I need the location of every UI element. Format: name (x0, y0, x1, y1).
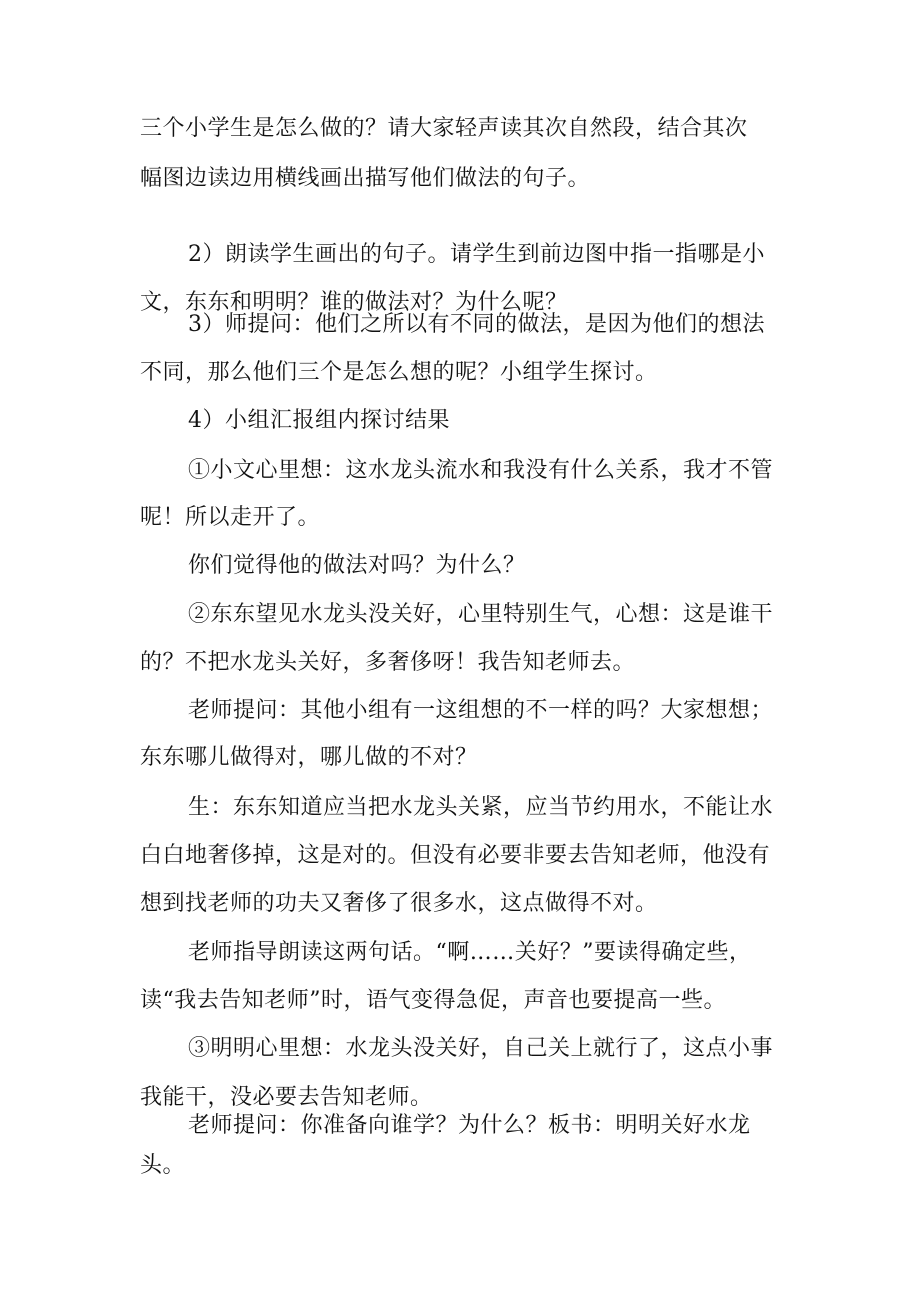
text-line: ③明明心里想：水龙头没关好，自己关上就行了，这点小事 (188, 1036, 774, 1061)
text-line: 你们觉得他的做法对吗？为什么？ (188, 553, 526, 578)
text-line: 白白地奢侈掉，这是对的。但没有必要非要去告知老师，他没有 (140, 843, 771, 868)
text-line: 我能干，没必要去告知老师。 (140, 1085, 433, 1110)
text-line: 不同，那么他们三个是怎么想的呢？小组学生探讨。 (140, 360, 658, 385)
text-line: 3）师提问：他们之所以有不同的做法，是因为他们的想法 (188, 312, 765, 337)
text-line: 文，东东和明明？谁的做法对？为什么呢？ (140, 290, 568, 315)
text-line: 的？不把水龙头关好，多奢侈呀！我告知老师去。 (140, 650, 636, 675)
text-line: 老师提问：你准备向谁学？为什么？板书：明明关好水龙 (188, 1113, 751, 1138)
text-line: 东东哪儿做得对，哪儿做的不对？ (140, 745, 478, 770)
text-line: 4）小组汇报组内探讨结果 (188, 408, 450, 433)
text-line: ①小文心里想：这水龙头流水和我没有什么关系，我才不管 (188, 458, 774, 483)
text-line: 三个小学生是怎么做的？请大家轻声读其次自然段，结合其次 (140, 116, 748, 141)
text-line: ②东东望见水龙头没关好，心里特别生气，心想：这是谁干 (188, 602, 774, 627)
text-line: 老师提问：其他小组有一这组想的不一样的吗？大家想想； (188, 698, 774, 723)
text-line: 读“我去告知老师”时，语气变得急促，声音也要提高一些。 (140, 988, 726, 1013)
text-line: 老师指导朗读这两句话。“啊……关好？”要读得确定些， (188, 940, 752, 965)
text-line: 生：东东知道应当把水龙头关紧，应当节约用水，不能让水 (188, 795, 774, 820)
text-line: 2）朗读学生画出的句子。请学生到前边图中指一指哪是小 (188, 242, 765, 267)
text-line: 想到找老师的功夫又奢侈了很多水，这点做得不对。 (140, 891, 658, 916)
text-line: 幅图边读边用横线画出描写他们做法的句子。 (140, 166, 591, 191)
text-line: 头。 (140, 1153, 186, 1178)
text-line: 呢！所以走开了。 (140, 505, 321, 530)
